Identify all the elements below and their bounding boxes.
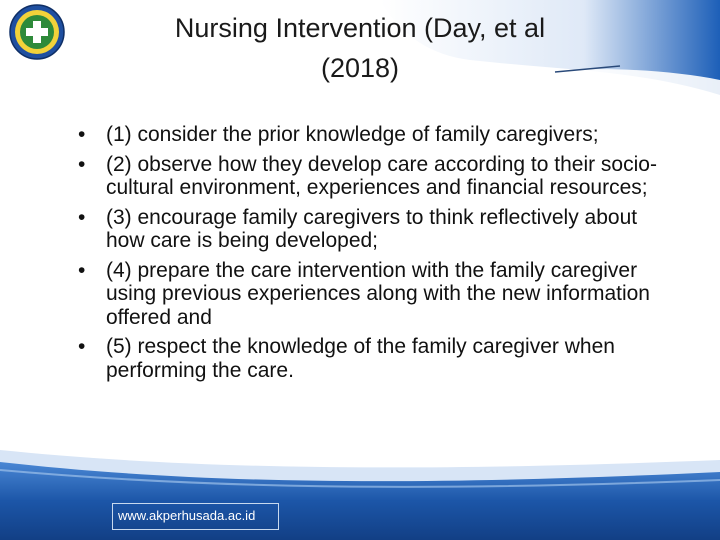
bullet-item-3: • (3) encourage family caregivers to think reflectively about how care is being developed; xyxy=(78,206,658,253)
bullet-list xyxy=(78,123,658,388)
footer-background xyxy=(0,430,720,540)
page-title xyxy=(100,8,620,88)
bullet-item-1: • (1) consider the prior knowledge of family caregivers; xyxy=(78,123,658,147)
bullet-item-4: • (4) prepare the care intervention with the family caregiver using previous experiences along with the new information offered and xyxy=(78,259,658,330)
footer-url[interactable]: www.akperhusada.ac.id xyxy=(118,508,256,523)
institution-seal-icon xyxy=(8,3,66,61)
bullet-item-2: • (2) observe how they develop care according to their socio-cultural environment, experiences and financial resources; xyxy=(78,153,658,200)
title-line-2: (2018) xyxy=(320,53,400,83)
bullet-item-5: • (5) respect the knowledge of the family caregiver when performing the care. xyxy=(78,335,658,382)
title-line-1: Nursing Intervention (Day, et al xyxy=(174,13,546,43)
